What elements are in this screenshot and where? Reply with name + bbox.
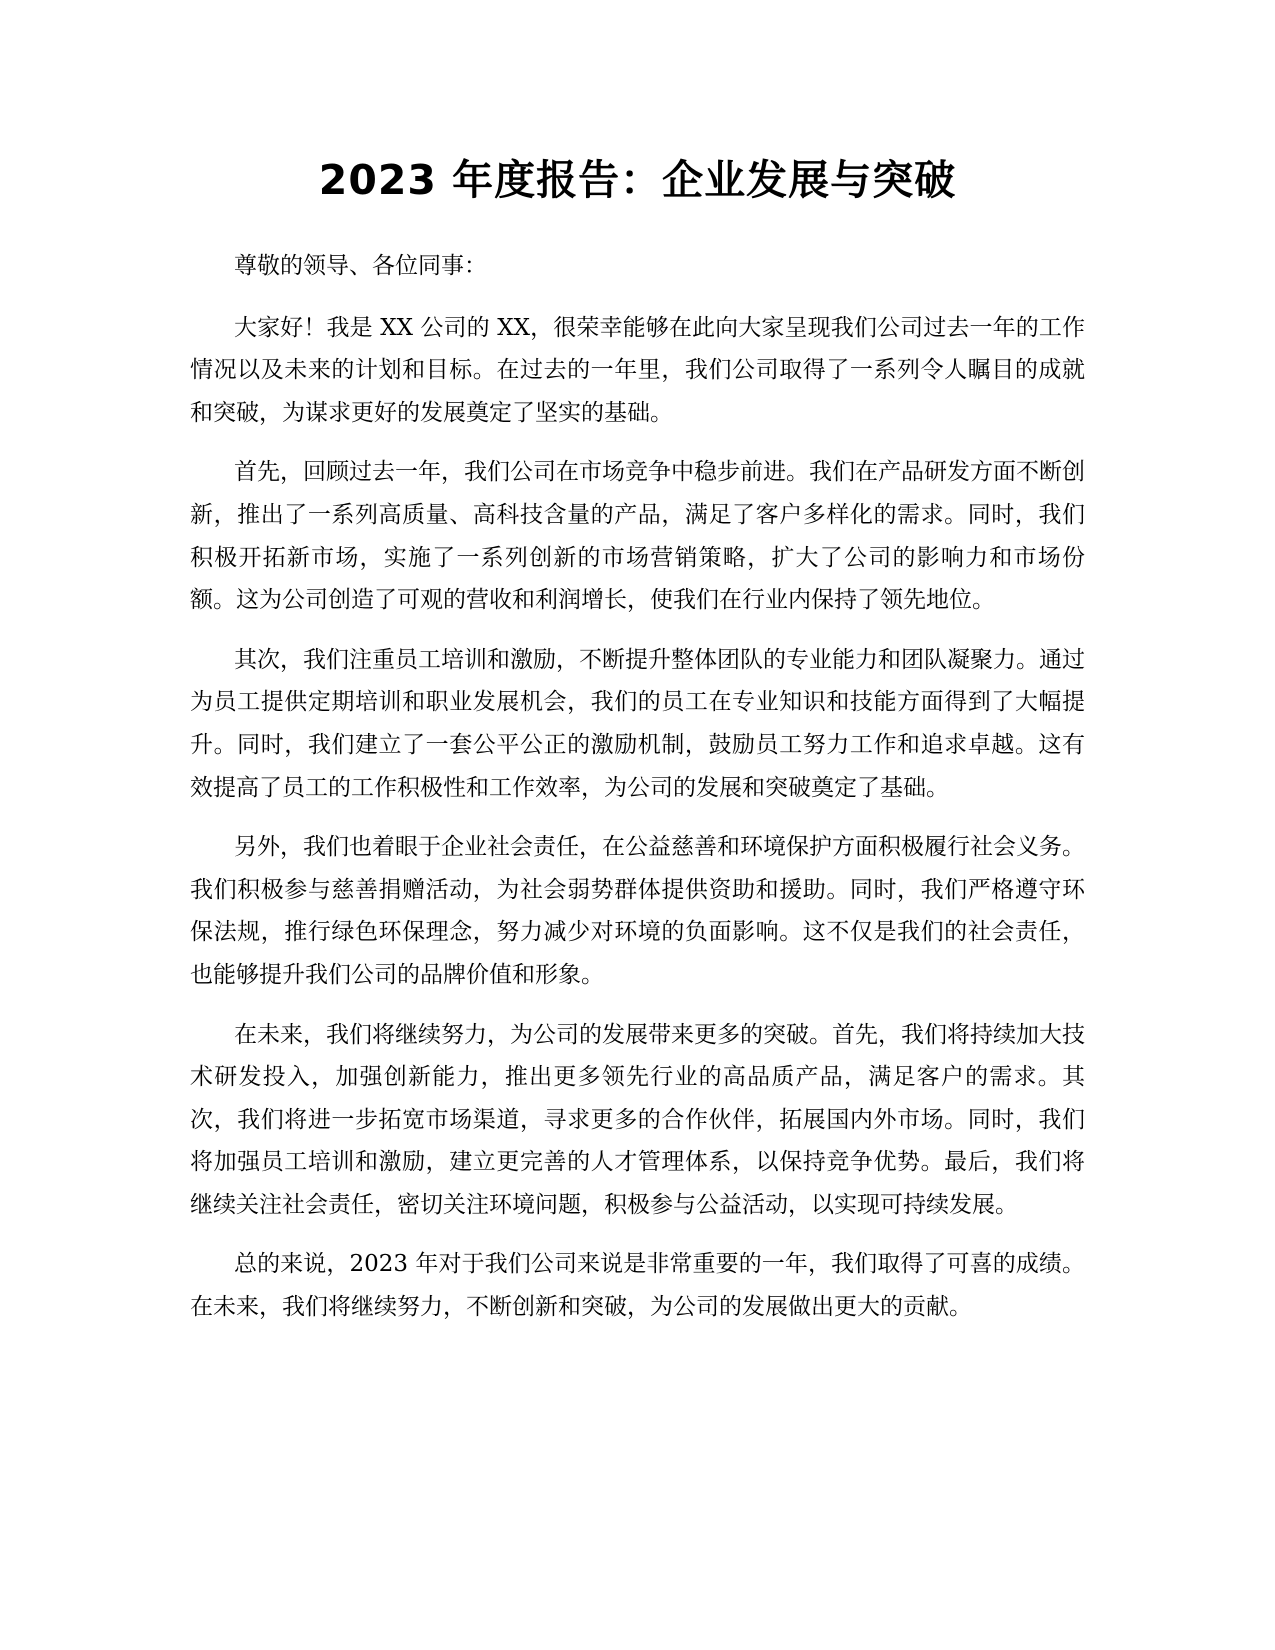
paragraph-conclusion: 总的来说，2023 年对于我们公司来说是非常重要的一年，我们取得了可喜的成绩。在未来，我们将继续努力，不断创新和突破，为公司的发展做出更大的贡献。 [190, 1251, 1085, 1321]
paragraph-social-responsibility: 另外，我们也着眼于企业社会责任，在公益慈善和环境保护方面积极履行社会义务。我们积极参与慈善捐赠活动，为社会弱势群体提供资助和援助。同时，我们严格遵守环保法规，推行绿色环保理念，努力减少对环境的负面影响。这不仅是我们的社会责任，也能够提升我们公司的品牌价值和形象。 [190, 834, 1085, 988]
document-title: 2023 年度报告：企业发展与突破 [318, 156, 957, 204]
salutation: 尊敬的领导、各位同事： [234, 253, 487, 279]
paragraph-employee-training: 其次，我们注重员工培训和激励，不断提升整体团队的专业能力和团队凝聚力。通过为员工提供定期培训和职业发展机会，我们的员工在专业知识和技能方面得到了大幅提升。同时，我们建立了一套公平公正的激励机制，鼓励员工努力工作和追求卓越。这有效提高了员工的工作积极性和工作效率，为公司的发展和突破奠定了基础。 [190, 646, 1085, 801]
paragraph-market-review: 首先，回顾过去一年，我们公司在市场竞争中稳步前进。我们在产品研发方面不断创新，推出了一系列高质量、高科技含量的产品，满足了客户多样化的需求。同时，我们积极开拓新市场，实施了一系列创新的市场营销策略，扩大了公司的影响力和市场份额。这为公司创造了可观的营收和利润增长，使我们在行业内保持了领先地位。 [190, 459, 1085, 614]
document-body [190, 245, 1085, 1346]
paragraph-future-plans: 在未来，我们将继续努力，为公司的发展带来更多的突破。首先，我们将持续加大技术研发投入，加强创新能力，推出更多领先行业的高品质产品，满足客户的需求。其次，我们将进一步拓宽市场渠道，寻求更多的合作伙伴，拓展国内外市场。同时，我们将加强员工培训和激励，建立更完善的人才管理体系，以保持竞争优势。最后，我们将继续关注社会责任，密切关注环境问题，积极参与公益活动，以实现可持续发展。 [190, 1021, 1085, 1218]
paragraph-greeting: 大家好！我是 XX 公司的 XX，很荣幸能够在此向大家呈现我们公司过去一年的工作情况以及未来的计划和目标。在过去的一年里，我们公司取得了一系列令人瞩目的成就和突破，为谋求更好的发展奠定了坚实的基础。 [190, 314, 1085, 426]
